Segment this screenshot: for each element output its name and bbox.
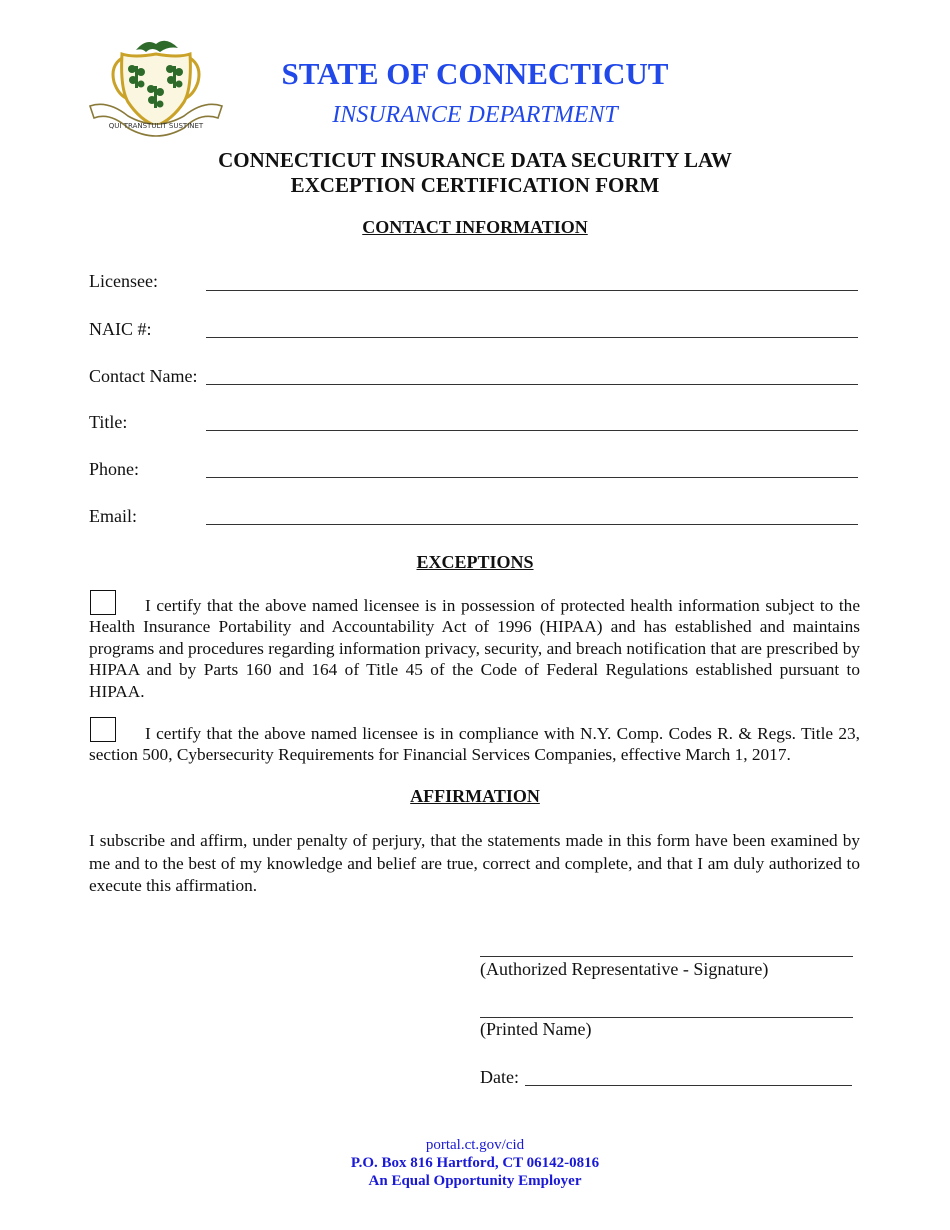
title-input[interactable]: [206, 430, 858, 431]
date-input[interactable]: [525, 1085, 852, 1086]
affirmation-heading: AFFIRMATION: [410, 786, 540, 806]
printed-name-label: (Printed Name): [480, 1019, 592, 1039]
contact-name-input[interactable]: [206, 384, 858, 385]
form-title: [0, 148, 950, 198]
date-label: Date:: [480, 1067, 519, 1087]
licensee-input[interactable]: [206, 290, 858, 291]
exceptions-heading: EXCEPTIONS: [416, 552, 534, 572]
contact-information-heading: CONTACT INFORMATION: [362, 217, 588, 237]
footer-employer: An Equal Opportunity Employer: [368, 1173, 582, 1189]
state-title: STATE OF CONNECTICUT: [281, 56, 669, 91]
licensee-label: Licensee:: [89, 271, 158, 291]
phone-input[interactable]: [206, 477, 858, 478]
ny-cybersecurity-exception-text: I certify that the above named licensee is in compliance with N.Y. Comp. Codes R. & Regs. Title 23, section 500, Cybersecurity Requirements for Financial Services Companies, effective March 1, 2017.: [89, 724, 860, 765]
hipaa-exception-text: I certify that the above named licensee is in possession of protected health information subject to the Health Insurance Portability and Accountability Act of 1996 (HIPAA) and has established and maintains programs and procedures regarding information privacy, security, and breach notification that are prescribed by HIPAA and by Parts 160 and 164 of Title 45 of the Code of Federal Regulations established pursuant to HIPAA.: [89, 596, 860, 701]
seal-motto: QUI TRANSTULIT SUSTINET: [108, 122, 204, 130]
phone-label: Phone:: [89, 459, 140, 479]
email-label: Email:: [89, 506, 137, 526]
signature-label: (Authorized Representative - Signature): [480, 959, 769, 979]
naic-label: NAIC #:: [89, 319, 152, 339]
naic-input[interactable]: [206, 337, 858, 338]
form-title-line-1: CONNECTICUT INSURANCE DATA SECURITY LAW: [218, 148, 732, 172]
email-input[interactable]: [206, 524, 858, 525]
signature-line[interactable]: [480, 956, 853, 957]
footer-url[interactable]: portal.ct.gov/cid: [425, 1137, 525, 1153]
contact-name-label: Contact Name:: [89, 366, 198, 386]
form-title-line-2: EXCEPTION CERTIFICATION FORM: [290, 173, 660, 197]
department-subtitle: INSURANCE DEPARTMENT: [332, 102, 618, 128]
title-label: Title:: [89, 412, 128, 432]
affirmation-text: I subscribe and affirm, under penalty of perjury, that the statements made in this form have been examined by me and to the best of my knowledge and belief are true, correct and complete, and that I am duly authorized to execute this affirmation.: [89, 831, 860, 895]
footer-address: P.O. Box 816 Hartford, CT 06142-0816: [350, 1155, 600, 1171]
